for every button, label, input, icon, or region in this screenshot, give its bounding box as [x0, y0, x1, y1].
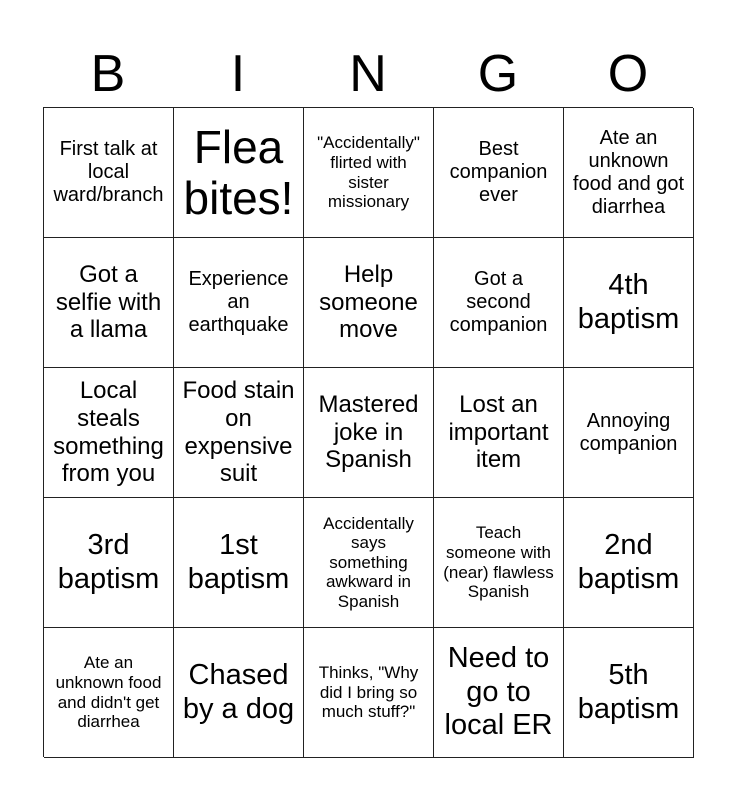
bingo-cell[interactable]: Teach someone with (near) flawless Spanish	[434, 498, 564, 628]
bingo-cell[interactable]: 1st baptism	[174, 498, 304, 628]
bingo-cell[interactable]: Accidentally says something awkward in Spanish	[304, 498, 434, 628]
header-letter-g: G	[477, 45, 519, 103]
bingo-cell[interactable]: Flea bites!	[174, 108, 304, 238]
bingo-cell[interactable]: Help someone move	[304, 238, 434, 368]
bingo-cell[interactable]: Mastered joke in Spanish	[304, 368, 434, 498]
bingo-cell[interactable]: Annoying companion	[564, 368, 694, 498]
header-letter-n: N	[349, 45, 387, 103]
bingo-card	[43, 0, 693, 800]
bingo-cell[interactable]: Ate an unknown food and didn't get diarrhea	[44, 628, 174, 758]
bingo-cell[interactable]: Got a selfie with a llama	[44, 238, 174, 368]
bingo-cell[interactable]: Chased by a dog	[174, 628, 304, 758]
bingo-grid	[43, 107, 693, 757]
header-letter-i: I	[230, 45, 246, 103]
bingo-cell[interactable]: Best companion ever	[434, 108, 564, 238]
bingo-cell[interactable]: Thinks, "Why did I bring so much stuff?"	[304, 628, 434, 758]
bingo-cell[interactable]: Got a second companion	[434, 238, 564, 368]
bingo-cell[interactable]: First talk at local ward/branch	[44, 108, 174, 238]
bingo-header	[43, 40, 693, 108]
bingo-cell[interactable]: "Accidentally" flirted with sister missionary	[304, 108, 434, 238]
bingo-cell[interactable]: Experience an earthquake	[174, 238, 304, 368]
bingo-cell[interactable]: Food stain on expensive suit	[174, 368, 304, 498]
bingo-cell[interactable]: Ate an unknown food and got diarrhea	[564, 108, 694, 238]
bingo-cell[interactable]: 4th baptism	[564, 238, 694, 368]
bingo-cell[interactable]: Need to go to local ER	[434, 628, 564, 758]
header-letter-b: B	[90, 45, 126, 103]
header-letter-o: O	[607, 45, 649, 103]
bingo-cell[interactable]: 5th baptism	[564, 628, 694, 758]
bingo-cell[interactable]: 3rd baptism	[44, 498, 174, 628]
bingo-cell[interactable]: Lost an important item	[434, 368, 564, 498]
bingo-cell[interactable]: 2nd baptism	[564, 498, 694, 628]
bingo-cell[interactable]: Local steals something from you	[44, 368, 174, 498]
